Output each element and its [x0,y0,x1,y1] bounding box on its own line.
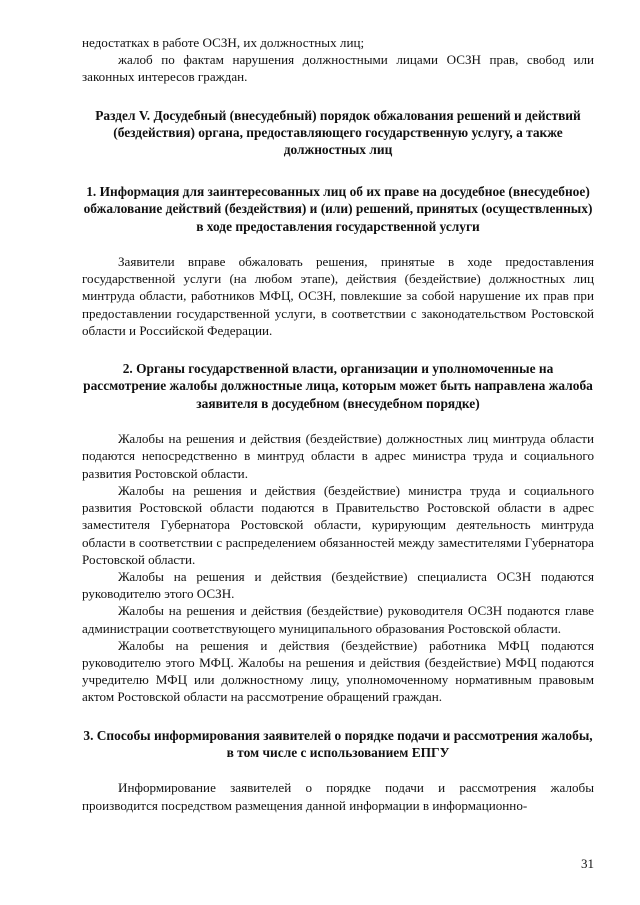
document-page [82,34,594,814]
section-v-title: Раздел V. Досудебный (внесудебный) порядок обжалования решений и действий (бездействия) органа, предоставляющего государственную услугу, а также должностных лиц [95,107,581,158]
subsection-1-title: 1. Информация для заинтересованных лиц об их праве на досудебное (внесудебное) обжалование действий (бездействия) и (или) решений, принятых (осуществленных) в ходе предоставления государственной услуги [83,183,593,234]
intro-line-2: жалоб по фактам нарушения должностными лицами ОСЗН прав, свобод или законных интересов граждан. [82,52,594,85]
page-number: 31 [581,856,594,871]
intro-line-1: недостатках в работе ОСЗН, их должностных лиц; [82,35,365,50]
subsection-2-title: 2. Органы государственной власти, организации и уполномоченные на рассмотрение жалобы должностные лица, которым может быть направлена жалоба заявителя в досудебном (внесудебном порядке) [83,361,593,411]
subsection-1-paragraph-1: Заявители вправе обжаловать решения, принятые в ходе предоставления государственной услуги (на любом этапе), действия (бездействие) должностных лиц минтруда области, работников МФЦ, ОСЗН, повлекшие за собой нарушение их прав при предоставлении государственной услуги, в соответствии с законодательством Ростовской области и Российской Федерации. [82,254,594,338]
subsection-2-paragraph-4: Жалобы на решения и действия (бездействие) руководителя ОСЗН подаются главе администрации соответствующего муниципального образования Ростовской области. [82,603,594,636]
subsection-3-title: 3. Способы информирования заявителей о порядке подачи и рассмотрения жалобы, в том числе с использованием ЕПГУ [83,727,593,760]
subsection-2-paragraph-5: Жалобы на решения и действия (бездействие) работника МФЦ подаются руководителю этого МФЦ. Жалобы на решения и действия (бездействие) МФЦ подаются учредителю МФЦ или должностному лицу, уполномоченному нормативным правовым актом Ростовской области на рассмотрение обращений граждан. [82,637,594,705]
subsection-3-paragraph-1: Информирование заявителей о порядке подачи и рассмотрения жалобы производится посредством размещения данной информации в информационно- [82,780,594,813]
subsection-2-paragraph-1: Жалобы на решения и действия (бездействие) должностных лиц минтруда области подаются непосредственно в минтруд области в адрес министра труда и социального развития Ростовской области. [82,431,594,481]
subsection-2-paragraph-3: Жалобы на решения и действия (бездействие) специалиста ОСЗН подаются руководителю этого ОСЗН. [82,568,594,602]
subsection-2-paragraph-2: Жалобы на решения и действия (бездействие) министра труда и социального развития Ростовской области подаются в Правительство Ростовской области в адрес заместителя Губернатора Ростовской области, курирующим деятельность минтруда области в соответствии с распределением обязанностей между заместителями Губернатора Ростовской области. [82,482,594,567]
